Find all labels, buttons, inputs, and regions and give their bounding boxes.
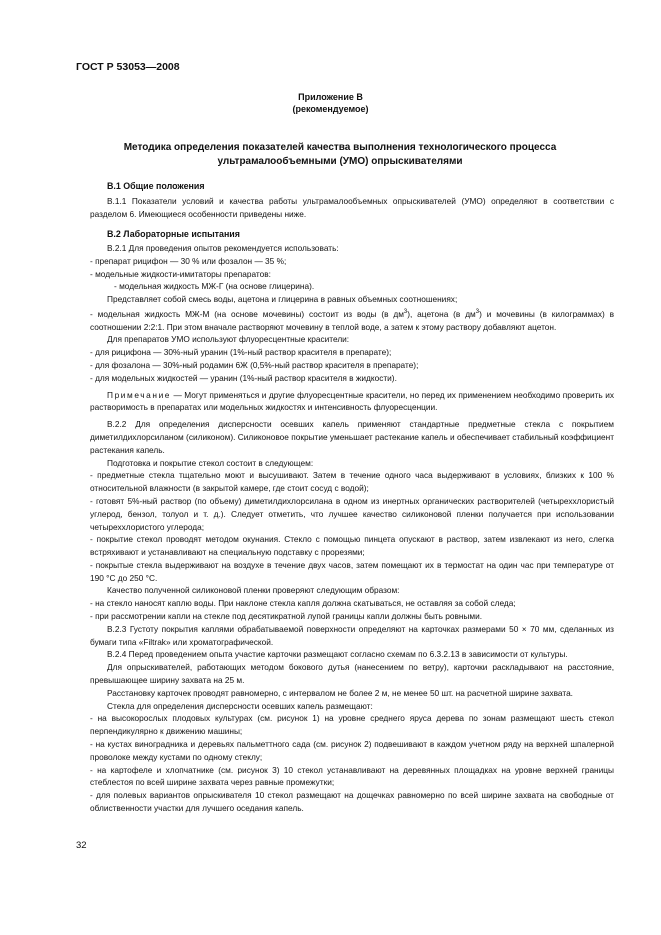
list-item: - покрытые стекла выдерживают на воздухе в течение двух часов, затем помещают их в термостат на один час при температуре от 190 °С до 250 °С. [90, 559, 614, 583]
list-item: - для полевых вариантов опрыскивателя 10 стекол размещают на дощечках равномерно по всей ширине захвата на свободные от облиственности участки для лучшего оседания капель. [90, 790, 614, 814]
paragraph: Качество полученной силиконовой пленки проверяют следующим образом: [107, 585, 400, 596]
appendix-title: Приложение В [298, 92, 363, 102]
list-item: - при рассмотрении капли на стекле под десятикратной лупой границы капли должны быть ровными. [90, 611, 483, 622]
document-title: Методика определения показателей качества выполнения технологического процесса ультрамалообъемными (УМО) опрыскивателями [123, 142, 557, 167]
paragraph: Стекла для определения дисперсности осевших капель размещают: [107, 700, 373, 711]
list-item: - на кустах виноградника и деревьях пальметтного сада (см. рисунок 2) подвешивают в каждом учетном ряду на верхней шпалерной проволоке между кустами по одному стеклу; [90, 739, 614, 762]
note: Примечание — Могут применяться и другие флуоресцентные красители, но перед их применением необходимо проверить их растворимость в препаратах или модельных жидкостях и интенсивность флуоресценции. [90, 389, 614, 413]
list-item: - модельные жидкости-имитаторы препаратов: [90, 268, 271, 279]
list-item: - для модельных жидкостей — уранин (1%-ный раствор красителя в жидкости). [90, 372, 397, 383]
list-item: - на стекло наносят каплю воды. При наклоне стекла капля должна скатываться, не оставляя за собой следа; [90, 598, 516, 609]
paragraph-b21: В.2.1 Для проведения опытов рекомендуется использовать: [107, 243, 339, 253]
paragraph: Для препаратов УМО используют флуоресцентные красители: [107, 334, 350, 345]
section-heading-2: В.2 Лабораторные испытания [107, 229, 240, 239]
section-2-body [90, 242, 614, 815]
list-item: - покрытие стекол проводят методом окунания. Стекло с помощью пинцета опускают в раствор, затем извлекают из него, слегка встряхивают и устанавливают на специальную подставку с прорезями; [90, 534, 614, 558]
list-item-sub: - модельная жидкость МЖ-Г (на основе глицерина). [114, 281, 315, 292]
list-item: - предметные стекла тщательно моют и высушивают. Затем в течение одного часа выдерживают в условиях, близких к 100 % относительной влажности (в закрытой камере, где стоит сосуд с водой); [90, 470, 614, 494]
list-item: - на картофеле и хлопчатнике (см. рисунок 3) 10 стекол устанавливают на деревянных площадках на уровне верхней границы стеблестоя по всей ширине захвата через равные промежутки; [90, 764, 614, 788]
paragraph: Подготовка и покрытие стекол состоит в следующем: [107, 457, 314, 468]
standard-header: ГОСТ Р 53053—2008 [76, 61, 180, 73]
section-1-body [90, 195, 614, 221]
paragraph-b22: В.2.2 Для определения дисперсности осевших капель применяют стандартные предметные стекла с покрытием диметилдихлорсиланом (силиконом). Силиконовое покрытие уменьшает растекание капель и обеспечивает стабильный коэффициент растекания капель. [90, 419, 614, 455]
list-item: - на высокорослых плодовых культурах (см. рисунок 1) на уровне среднего яруса дерева по зонам размещают шесть стекол перпендикулярно к движению машины; [90, 713, 614, 737]
paragraph: Для опрыскивателей, работающих методом бокового дутья (нанесением по ветру), карточки раскладывают на расстояние, превышающее ширину захвата на 25 м. [90, 662, 614, 686]
list-item: - модельная жидкость МЖ-М (на основе мочевины) состоит из воды (в $дм^3$), ацетона (в $дм^3$) и мочевины (в килограммах) в соотношении 2:2:1. При этом вначале растворяют мочевину в теплой воде, а затем к этому раствору добавляют ацетон. [90, 308, 614, 332]
list-item: - готовят 5%-ный раствор (по объему) диметилдихлорсилана в одном из инертных органических растворителей (четыреххлористый углерод, бензол, толуол и т. д.). Следует отметить, что лучшее качество силиконовой пленки получается при использовании четыреххлористого углерода; [90, 495, 614, 532]
list-item: - препарат рицифон — 30 % или фозалон — 35 %; [90, 255, 287, 266]
list-item: - для рицифона — 30%-ный уранин (1%-ный раствор красителя в препарате); [90, 347, 392, 358]
paragraph: Представляет собой смесь воды, ацетона и глицерина в равных объемных соотношениях; [107, 294, 458, 305]
section-heading-1: В.1 Общие положения [107, 181, 205, 191]
paragraph: Расстановку карточек проводят равномерно, с интервалом не более 2 м, не менее 50 шт. на расчетной ширине захвата. [107, 687, 573, 698]
paragraph-b24: В.2.4 Перед проведением опыта участие карточки размещают согласно схемам по 6.3.2.13 в зависимости от культуры. [107, 649, 568, 660]
list-item: - для фозалона — 30%-ный родамин 6Ж (0,5%-ный раствор красителя в препарате); [90, 359, 419, 370]
note-label: Примечание [107, 389, 172, 400]
paragraph-b11: В.1.1 Показатели условий и качества работы ультрамалообъемных опрыскивателей (УМО) определяют в соответствии с разделом 6. Имеющиеся особенности приведены ниже. [90, 196, 614, 219]
appendix-subtitle: (рекомендуемое) [292, 104, 369, 114]
page-number: 32 [76, 840, 87, 851]
paragraph-b23: В.2.3 Густоту покрытия каплями обрабатываемой поверхности определяют на карточках размерами 50 × 70 мм, сделанных из бумаги типа «Filtrak» или хроматографической. [90, 623, 614, 647]
